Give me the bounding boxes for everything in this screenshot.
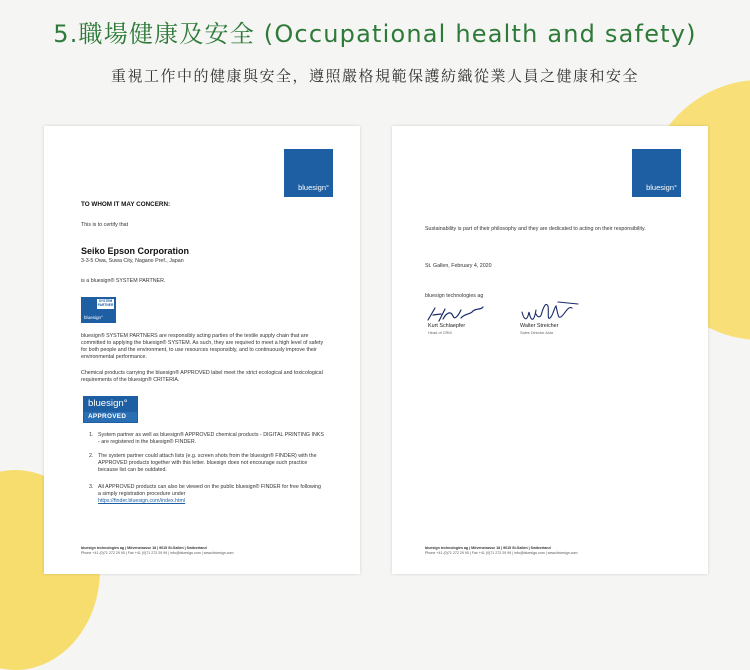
list-item-text-body: All APPROVED products can also be viewed on the public bluesign® FINDER for free following a simply registration procedure under bbox=[98, 484, 321, 497]
list-item-number: 2. bbox=[89, 453, 94, 459]
footer-address: bluesign technologies ag | Mövenstrasse 18 | 9015 St.Gallen | Switzerland bbox=[425, 546, 551, 550]
organization-name: bluesign technologies ag bbox=[425, 293, 484, 299]
system-partner-badge-name: bluesign° bbox=[84, 315, 103, 320]
certificate-letter-page-2 bbox=[392, 126, 708, 574]
list-item bbox=[89, 453, 324, 474]
list-item bbox=[89, 484, 324, 505]
signer-2-title: Sales Director Asia bbox=[520, 330, 553, 335]
section-title: 5.職場健康及安全 (Occupational health and safety) bbox=[53, 20, 697, 48]
company-address: 3-3-5 Owa, Suwa City, Nagano Pref., Japan bbox=[81, 258, 184, 264]
bluesign-logo bbox=[284, 149, 333, 197]
system-partner-badge bbox=[81, 297, 116, 323]
criteria-paragraph: Chemical products carrying the bluesign® APPROVED label meet the strict ecological and toxicological requirements of the bluesign® CRITERIA. bbox=[81, 370, 323, 383]
footer-address: bluesign technologies ag | Mövenstrasse 18 | 9015 St.Gallen | Switzerland bbox=[81, 546, 207, 550]
system-partner-badge-label: SYSTEM PARTNER bbox=[97, 299, 114, 307]
salutation: TO WHOM IT MAY CONCERN: bbox=[81, 201, 171, 208]
signer-1-title: Head of CRM bbox=[428, 330, 452, 335]
sustainability-statement: Sustainability is part of their philosophy and they are dedicated to acting on their responsibility. bbox=[425, 226, 646, 232]
bluesign-logo-text: bluesign° bbox=[298, 183, 329, 192]
footer-contact: Phone +41 (0)71 272 29 90 | Fax +41 (0)71 272 29 99 | info@bluesign.com | www.bluesign.com bbox=[425, 551, 578, 555]
list-item-number: 3. bbox=[89, 484, 94, 490]
footer-contact: Phone +41 (0)71 272 29 90 | Fax +41 (0)71 272 29 99 | info@bluesign.com | www.bluesign.com bbox=[81, 551, 234, 555]
signer-1-name: Kurt Schlaepfer bbox=[428, 323, 466, 329]
bluesign-logo-text: bluesign° bbox=[646, 183, 677, 192]
letter-footer bbox=[425, 546, 578, 556]
signer-2-name: Walter Streicher bbox=[520, 323, 559, 329]
partner-statement: is a bluesign® SYSTEM PARTNER. bbox=[81, 278, 166, 284]
section-subtitle: 重視工作中的健康與安全，遵照嚴格規範保護紡織從業人員之健康和安全 bbox=[110, 67, 639, 85]
list-item-text: The system partner could attach lists (e.g. screen shots from the bluesign® FINDER) with the APPROVED products together with this letter. bluesign does not encourage such practice because list can be outdated. bbox=[98, 453, 317, 473]
company-name: Seiko Epson Corporation bbox=[81, 246, 190, 256]
approved-badge-label: APPROVED bbox=[84, 412, 137, 422]
certify-text: This is to certify that bbox=[81, 222, 129, 228]
list-item-number: 1. bbox=[89, 432, 94, 438]
letter-footer bbox=[81, 546, 234, 556]
finder-link[interactable]: https://finder.bluesign.com/index.html bbox=[98, 498, 186, 504]
approved-badge-name: bluesign° bbox=[88, 398, 128, 409]
bluesign-logo bbox=[632, 149, 681, 197]
certificate-letter-page-1 bbox=[44, 126, 360, 574]
bluesign-approved-badge bbox=[83, 396, 138, 423]
partner-description-paragraph: bluesign® SYSTEM PARTNERS are responsibly acting parties of the textile supply chain that are committed to applying the bluesign® SYSTEM. As such, they are required to meet a high level of safety for both people and the environment, to use resources responsibly, and to continuously improve their environmental performance. bbox=[81, 333, 324, 360]
place-date: St. Gallen, February 4, 2020 bbox=[425, 263, 492, 269]
list-item-text bbox=[98, 484, 324, 505]
list-item-text: System partner as well as bluesign® APPROVED chemical products - DIGITAL PRINTING INKS - are registered in the bluesign® FINDER. bbox=[98, 432, 324, 445]
list-item bbox=[89, 432, 324, 446]
